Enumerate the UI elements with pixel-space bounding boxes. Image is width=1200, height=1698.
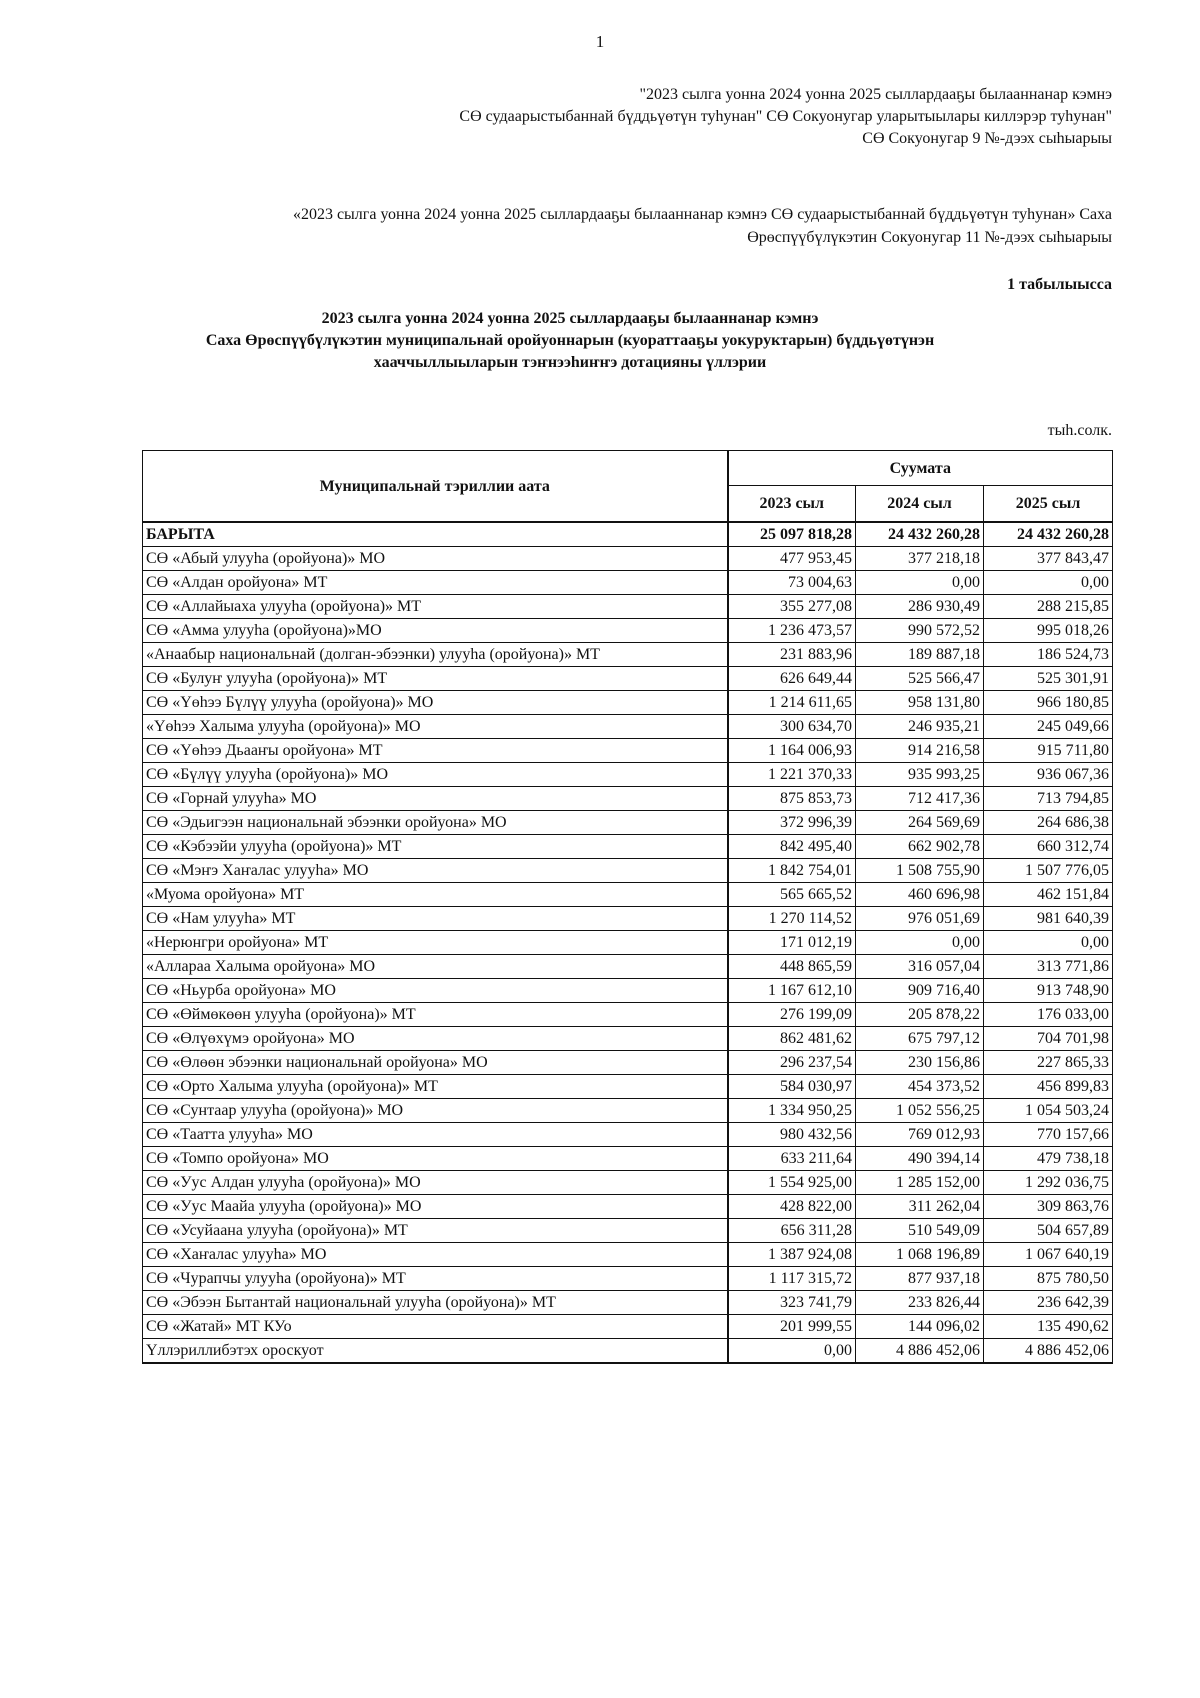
value-2025: 0,00 xyxy=(984,931,1113,955)
table-row xyxy=(143,883,1113,907)
value-2024: 205 878,22 xyxy=(856,1003,984,1027)
row-name: БАРЫТА xyxy=(143,522,728,547)
value-2023: 565 665,52 xyxy=(728,883,856,907)
value-2023: 656 311,28 xyxy=(728,1219,856,1243)
row-name: СӨ «Уус Алдан улууһа (оройуона)» МО xyxy=(143,1171,728,1195)
value-2024: 662 902,78 xyxy=(856,835,984,859)
value-2024: 990 572,52 xyxy=(856,619,984,643)
value-2024: 0,00 xyxy=(856,571,984,595)
table-row xyxy=(143,691,1113,715)
row-name: СӨ «Эдьигээн национальнай эбээнки оройуона» МО xyxy=(143,811,728,835)
value-2023: 428 822,00 xyxy=(728,1195,856,1219)
value-2025: 288 215,85 xyxy=(984,595,1113,619)
value-2024: 264 569,69 xyxy=(856,811,984,835)
table-row xyxy=(143,643,1113,667)
table-row xyxy=(143,595,1113,619)
row-name: СӨ «Хаҥалас улууһа» МО xyxy=(143,1243,728,1267)
subheader xyxy=(112,203,1112,249)
table-row xyxy=(143,763,1113,787)
row-name: «Нерюнгри оройуона» МТ xyxy=(143,931,728,955)
value-2024: 189 887,18 xyxy=(856,643,984,667)
value-2023: 633 211,64 xyxy=(728,1147,856,1171)
row-name: СӨ «Мэҥэ Хаҥалас улууһа» МО xyxy=(143,859,728,883)
value-2024: 233 826,44 xyxy=(856,1291,984,1315)
value-2023: 842 495,40 xyxy=(728,835,856,859)
value-2025: 456 899,83 xyxy=(984,1075,1113,1099)
row-name: СӨ «Нам улууһа» МТ xyxy=(143,907,728,931)
row-name: СӨ «Булуҥ улууһа (оройуона)» МТ xyxy=(143,667,728,691)
value-2023: 1 387 924,08 xyxy=(728,1243,856,1267)
row-name: СӨ «Өлүөхүмэ оройуона» МО xyxy=(143,1027,728,1051)
row-name: СӨ «Абый улууһа (оройуона)» МО xyxy=(143,547,728,571)
value-2023: 1 334 950,25 xyxy=(728,1099,856,1123)
preamble xyxy=(112,84,1112,150)
row-name: СӨ «Жатай» МТ КУо xyxy=(143,1315,728,1339)
value-2023: 477 953,45 xyxy=(728,547,856,571)
subheader-line: «2023 сылга уонна 2024 уонна 2025 сыллардааҕы былааннанар кэмнэ СӨ судаарыстыбаннай бүддьүөтүн туһунан» Саха xyxy=(292,206,1112,223)
value-2025: 704 701,98 xyxy=(984,1027,1113,1051)
row-name: СӨ «Усуйаана улууһа (оройуона)» МТ xyxy=(143,1219,728,1243)
value-2023: 372 996,39 xyxy=(728,811,856,835)
value-2025: 186 524,73 xyxy=(984,643,1113,667)
value-2024: 454 373,52 xyxy=(856,1075,984,1099)
value-2023: 1 270 114,52 xyxy=(728,907,856,931)
value-2023: 1 214 611,65 xyxy=(728,691,856,715)
appendix-label: 1 табылыысса xyxy=(1007,276,1112,293)
value-2024: 4 886 452,06 xyxy=(856,1339,984,1364)
table-row xyxy=(143,619,1113,643)
row-name: СӨ «Бүлүү улууһа (оройуона)» МО xyxy=(143,763,728,787)
value-2025: 176 033,00 xyxy=(984,1003,1113,1027)
row-name: СӨ «Өлөөн эбээнки национальнай оройуона» МО xyxy=(143,1051,728,1075)
row-name: СӨ «Таатта улууһа» МО xyxy=(143,1123,728,1147)
row-name: «Аллараа Халыма оройуона» МО xyxy=(143,955,728,979)
row-name: Үллэриллибэтэх ороскуот xyxy=(143,1339,728,1364)
value-2024: 0,00 xyxy=(856,931,984,955)
table-row xyxy=(143,1147,1113,1171)
value-2025: 236 642,39 xyxy=(984,1291,1113,1315)
value-2023: 1 554 925,00 xyxy=(728,1171,856,1195)
header-year-2023: 2023 сыл xyxy=(728,486,856,522)
value-2025: 915 711,80 xyxy=(984,739,1113,763)
value-2023: 1 221 370,33 xyxy=(728,763,856,787)
row-name: СӨ «Үөһээ Бүлүү улууһа (оройуона)» МО xyxy=(143,691,728,715)
value-2025: 264 686,38 xyxy=(984,811,1113,835)
value-2024: 246 935,21 xyxy=(856,715,984,739)
row-name: СӨ «Аллайыаха улууһа (оройуона)» МТ xyxy=(143,595,728,619)
value-2025: 966 180,85 xyxy=(984,691,1113,715)
value-2023: 296 237,54 xyxy=(728,1051,856,1075)
value-2023: 355 277,08 xyxy=(728,595,856,619)
value-2024: 286 930,49 xyxy=(856,595,984,619)
table-row xyxy=(143,715,1113,739)
value-2024: 769 012,93 xyxy=(856,1123,984,1147)
row-name: СӨ «Уус Маайа улууһа (оройуона)» МО xyxy=(143,1195,728,1219)
table-row xyxy=(143,667,1113,691)
value-2023: 231 883,96 xyxy=(728,643,856,667)
value-2025: 875 780,50 xyxy=(984,1267,1113,1291)
preamble-line: СӨ Сокуонугар 9 №-дээх сыһыарыы xyxy=(862,130,1112,147)
row-name: СӨ «Алдан оройуона» МТ xyxy=(143,571,728,595)
value-2025: 462 151,84 xyxy=(984,883,1113,907)
value-2025: 660 312,74 xyxy=(984,835,1113,859)
value-2024: 1 052 556,25 xyxy=(856,1099,984,1123)
table-row xyxy=(143,1291,1113,1315)
table-row xyxy=(143,835,1113,859)
table-row xyxy=(143,547,1113,571)
title-line: Саха Өрөспүүбүлүкэтин муниципальнай оройуоннарын (куораттааҕы уокуруктарын) бүддьүөтүнэн xyxy=(205,332,935,349)
value-2025: 936 067,36 xyxy=(984,763,1113,787)
value-2025: 1 292 036,75 xyxy=(984,1171,1113,1195)
table-row xyxy=(143,1243,1113,1267)
value-2024: 144 096,02 xyxy=(856,1315,984,1339)
table-row xyxy=(143,1267,1113,1291)
value-2024: 877 937,18 xyxy=(856,1267,984,1291)
page-number: 1 xyxy=(595,32,605,51)
value-2025: 713 794,85 xyxy=(984,787,1113,811)
value-2023: 1 236 473,57 xyxy=(728,619,856,643)
value-2023: 0,00 xyxy=(728,1339,856,1364)
row-name: СӨ «Эбээн Бытантай национальнай улууһа (оройуона)» МТ xyxy=(143,1291,728,1315)
value-2024: 525 566,47 xyxy=(856,667,984,691)
value-2024: 675 797,12 xyxy=(856,1027,984,1051)
value-2023: 171 012,19 xyxy=(728,931,856,955)
value-2023: 323 741,79 xyxy=(728,1291,856,1315)
value-2023: 73 004,63 xyxy=(728,571,856,595)
value-2023: 276 199,09 xyxy=(728,1003,856,1027)
row-name: «Анаабыр национальнай (долган-эбээнки) улууһа (оройуона)» МТ xyxy=(143,643,728,667)
value-2025: 1 067 640,19 xyxy=(984,1243,1113,1267)
value-2023: 1 117 315,72 xyxy=(728,1267,856,1291)
row-name: СӨ «Амма улууһа (оройуона)»МО xyxy=(143,619,728,643)
value-2025: 981 640,39 xyxy=(984,907,1113,931)
value-2025: 227 865,33 xyxy=(984,1051,1113,1075)
row-name: СӨ «Чурапчы улууһа (оройуона)» МТ xyxy=(143,1267,728,1291)
value-2024: 712 417,36 xyxy=(856,787,984,811)
value-2023: 980 432,56 xyxy=(728,1123,856,1147)
value-2023: 1 842 754,01 xyxy=(728,859,856,883)
table-row xyxy=(143,955,1113,979)
value-2023: 862 481,62 xyxy=(728,1027,856,1051)
value-2023: 875 853,73 xyxy=(728,787,856,811)
table-row xyxy=(143,907,1113,931)
table-row xyxy=(143,1171,1113,1195)
row-name: СӨ «Томпо оройуона» МО xyxy=(143,1147,728,1171)
value-2024: 1 508 755,90 xyxy=(856,859,984,883)
value-2023: 448 865,59 xyxy=(728,955,856,979)
row-name: СӨ «Ньурба оройуона» МО xyxy=(143,979,728,1003)
value-2024: 909 716,40 xyxy=(856,979,984,1003)
row-name: «Муома оройуона» МТ xyxy=(143,883,728,907)
row-name: «Үөһээ Халыма улууһа (оройуона)» МО xyxy=(143,715,728,739)
table-row xyxy=(143,1051,1113,1075)
value-2023: 1 164 006,93 xyxy=(728,739,856,763)
value-2025: 135 490,62 xyxy=(984,1315,1113,1339)
header-year-2025: 2025 сыл xyxy=(984,486,1113,522)
value-2024: 510 549,09 xyxy=(856,1219,984,1243)
total-row xyxy=(143,522,1113,547)
value-2025: 377 843,47 xyxy=(984,547,1113,571)
grants-table xyxy=(142,450,1113,1364)
value-2025: 525 301,91 xyxy=(984,667,1113,691)
header-sum: Суумата xyxy=(728,451,1113,486)
document-title xyxy=(140,308,1000,374)
row-name: СӨ «Үөһээ Дьааҥы оройуона» МТ xyxy=(143,739,728,763)
table-row xyxy=(143,859,1113,883)
units-label: тыһ.солк. xyxy=(1047,422,1112,439)
value-2025: 479 738,18 xyxy=(984,1147,1113,1171)
value-2024: 490 394,14 xyxy=(856,1147,984,1171)
table-row xyxy=(143,1195,1113,1219)
table-row xyxy=(143,1003,1113,1027)
value-2024: 311 262,04 xyxy=(856,1195,984,1219)
row-name: СӨ «Өймөкөөн улууһа (оройуона)» МТ xyxy=(143,1003,728,1027)
value-2024: 914 216,58 xyxy=(856,739,984,763)
table-row xyxy=(143,1123,1113,1147)
value-2025: 245 049,66 xyxy=(984,715,1113,739)
value-2023: 584 030,97 xyxy=(728,1075,856,1099)
table-row xyxy=(143,979,1113,1003)
value-2024: 230 156,86 xyxy=(856,1051,984,1075)
subheader-line: Өрөспүүбүлүкэтин Сокуонугар 11 №-дээх сыһыарыы xyxy=(747,229,1112,246)
value-2023: 626 649,44 xyxy=(728,667,856,691)
value-2023: 201 999,55 xyxy=(728,1315,856,1339)
value-2025: 24 432 260,28 xyxy=(984,522,1113,547)
value-2023: 1 167 612,10 xyxy=(728,979,856,1003)
header-name: Муниципальнай тэриллии аата xyxy=(143,451,728,523)
value-2023: 300 634,70 xyxy=(728,715,856,739)
value-2024: 316 057,04 xyxy=(856,955,984,979)
value-2025: 770 157,66 xyxy=(984,1123,1113,1147)
value-2025: 1 507 776,05 xyxy=(984,859,1113,883)
row-name: СӨ «Горнай улууһа» МО xyxy=(143,787,728,811)
value-2024: 460 696,98 xyxy=(856,883,984,907)
table-row xyxy=(143,1219,1113,1243)
table-row xyxy=(143,1339,1113,1364)
table-row xyxy=(143,931,1113,955)
row-name: СӨ «Орто Халыма улууһа (оройуона)» МТ xyxy=(143,1075,728,1099)
value-2025: 504 657,89 xyxy=(984,1219,1113,1243)
row-name: СӨ «Кэбээйи улууһа (оройуона)» МТ xyxy=(143,835,728,859)
header-year-2024: 2024 сыл xyxy=(856,486,984,522)
table-row xyxy=(143,1075,1113,1099)
table-row xyxy=(143,811,1113,835)
preamble-line: СӨ судаарыстыбаннай бүддьүөтүн туһунан" СӨ Сокуонугар уларытыылары киллэрэр туһунан" xyxy=(459,108,1112,125)
value-2024: 1 285 152,00 xyxy=(856,1171,984,1195)
value-2025: 4 886 452,06 xyxy=(984,1339,1113,1364)
value-2024: 958 131,80 xyxy=(856,691,984,715)
row-name: СӨ «Сунтаар улууһа (оройуона)» МО xyxy=(143,1099,728,1123)
value-2024: 377 218,18 xyxy=(856,547,984,571)
value-2025: 995 018,26 xyxy=(984,619,1113,643)
value-2025: 0,00 xyxy=(984,571,1113,595)
value-2025: 913 748,90 xyxy=(984,979,1113,1003)
value-2023: 25 097 818,28 xyxy=(728,522,856,547)
table-row xyxy=(143,571,1113,595)
table-row xyxy=(143,1027,1113,1051)
table-row xyxy=(143,1099,1113,1123)
value-2024: 24 432 260,28 xyxy=(856,522,984,547)
title-line: хааччыллыыларын тэҥнээһиҥҥэ дотацияны үллэрии xyxy=(373,354,767,371)
value-2024: 976 051,69 xyxy=(856,907,984,931)
preamble-line: "2023 сылга уонна 2024 уонна 2025 сыллардааҕы былааннанар кэмнэ xyxy=(639,86,1112,103)
table-row xyxy=(143,1315,1113,1339)
value-2024: 935 993,25 xyxy=(856,763,984,787)
table-row xyxy=(143,739,1113,763)
value-2024: 1 068 196,89 xyxy=(856,1243,984,1267)
title-line: 2023 сылга уонна 2024 уонна 2025 сыллардааҕы былааннанар кэмнэ xyxy=(321,310,819,327)
value-2025: 309 863,76 xyxy=(984,1195,1113,1219)
table-row xyxy=(143,787,1113,811)
value-2025: 1 054 503,24 xyxy=(984,1099,1113,1123)
value-2025: 313 771,86 xyxy=(984,955,1113,979)
